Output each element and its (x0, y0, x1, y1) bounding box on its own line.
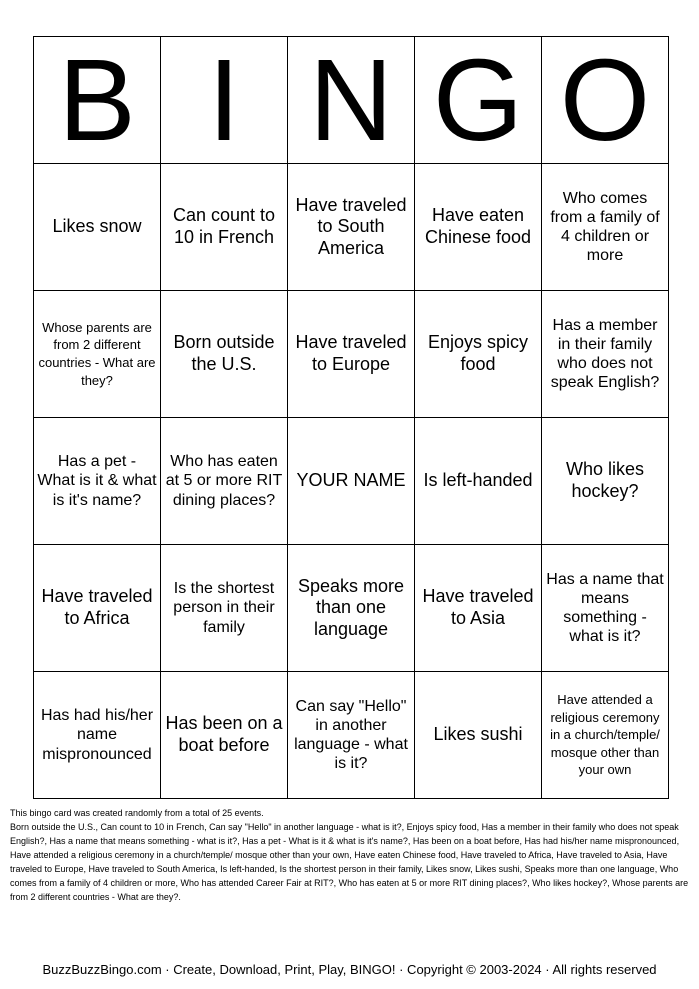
grid-row (34, 164, 669, 291)
bingo-cell[interactable]: Have traveled to Africa (34, 545, 161, 672)
card-info (10, 806, 690, 904)
header-letter-n: N (288, 37, 415, 164)
grid-row (34, 291, 669, 418)
bingo-cell[interactable]: Enjoys spicy food (415, 291, 542, 418)
bingo-cell[interactable]: Has a member in their family who does not speak English? (542, 291, 669, 418)
bingo-cell[interactable]: Has a name that means something - what is it? (542, 545, 669, 672)
bingo-cell[interactable]: Have traveled to South America (288, 164, 415, 291)
info-event-list: Born outside the U.S., Can count to 10 in French, Can say "Hello" in another language - what is it?, Enjoys spicy food, Has a member in their family who does not speak English?, Has a name that means something - what is it?, Has a pet - What is it & what is it's name?, Has been on a boat before, Has had his/her name mispronounced, Have attended a religious ceremony in a church/temple/ mosque other than your own, Have eaten Chinese food, Have traveled to Africa, Have traveled to Asia, Have traveled to Europe, Have traveled to South America, Is left-handed, Is the shortest person in their family, Likes snow, Likes sushi, Speaks more than one language, Who comes from a family of 4 children or more, Who has attended Career Fair at RIT?, Who has eaten at 5 or more RIT dining places?, Who likes hockey?, Whose parents are from 2 different countries - What are they?. (10, 822, 689, 902)
bingo-cell[interactable]: Likes snow (34, 164, 161, 291)
bingo-cell[interactable]: Who comes from a family of 4 children or more (542, 164, 669, 291)
header-letter-g: G (415, 37, 542, 164)
bingo-card (33, 36, 669, 799)
info-summary: This bingo card was created randomly from a total of 25 events. (10, 808, 264, 818)
header-row (34, 37, 669, 164)
bingo-cell[interactable]: Can say "Hello" in another language - what is it? (288, 672, 415, 799)
bingo-cell[interactable]: Born outside the U.S. (161, 291, 288, 418)
grid-row (34, 545, 669, 672)
bingo-cell[interactable]: Is left-handed (415, 418, 542, 545)
free-space-cell[interactable]: YOUR NAME (288, 418, 415, 545)
grid-row (34, 672, 669, 799)
header-letter-o: O (542, 37, 669, 164)
bingo-cell[interactable]: Has had his/her name mispronounced (34, 672, 161, 799)
bingo-cell[interactable]: Is the shortest person in their family (161, 545, 288, 672)
bingo-cell[interactable]: Have attended a religious ceremony in a church/temple/ mosque other than your own (542, 672, 669, 799)
bingo-cell[interactable]: Has a pet - What is it & what is it's name? (34, 418, 161, 545)
bingo-cell[interactable]: Have traveled to Europe (288, 291, 415, 418)
header-letter-b: B (34, 37, 161, 164)
header-letter-i: I (161, 37, 288, 164)
bingo-cell[interactable]: Likes sushi (415, 672, 542, 799)
footer-copyright: BuzzBuzzBingo.com · Create, Download, Print, Play, BINGO! · Copyright © 2003-2024 · All rights reserved (42, 962, 657, 977)
bingo-cell[interactable]: Who likes hockey? (542, 418, 669, 545)
grid-row (34, 418, 669, 545)
bingo-cell[interactable]: Have traveled to Asia (415, 545, 542, 672)
bingo-cell[interactable]: Can count to 10 in French (161, 164, 288, 291)
bingo-cell[interactable]: Has been on a boat before (161, 672, 288, 799)
bingo-cell[interactable]: Have eaten Chinese food (415, 164, 542, 291)
bingo-cell[interactable]: Whose parents are from 2 different countries - What are they? (34, 291, 161, 418)
bingo-cell[interactable]: Who has eaten at 5 or more RIT dining places? (161, 418, 288, 545)
bingo-cell[interactable]: Speaks more than one language (288, 545, 415, 672)
